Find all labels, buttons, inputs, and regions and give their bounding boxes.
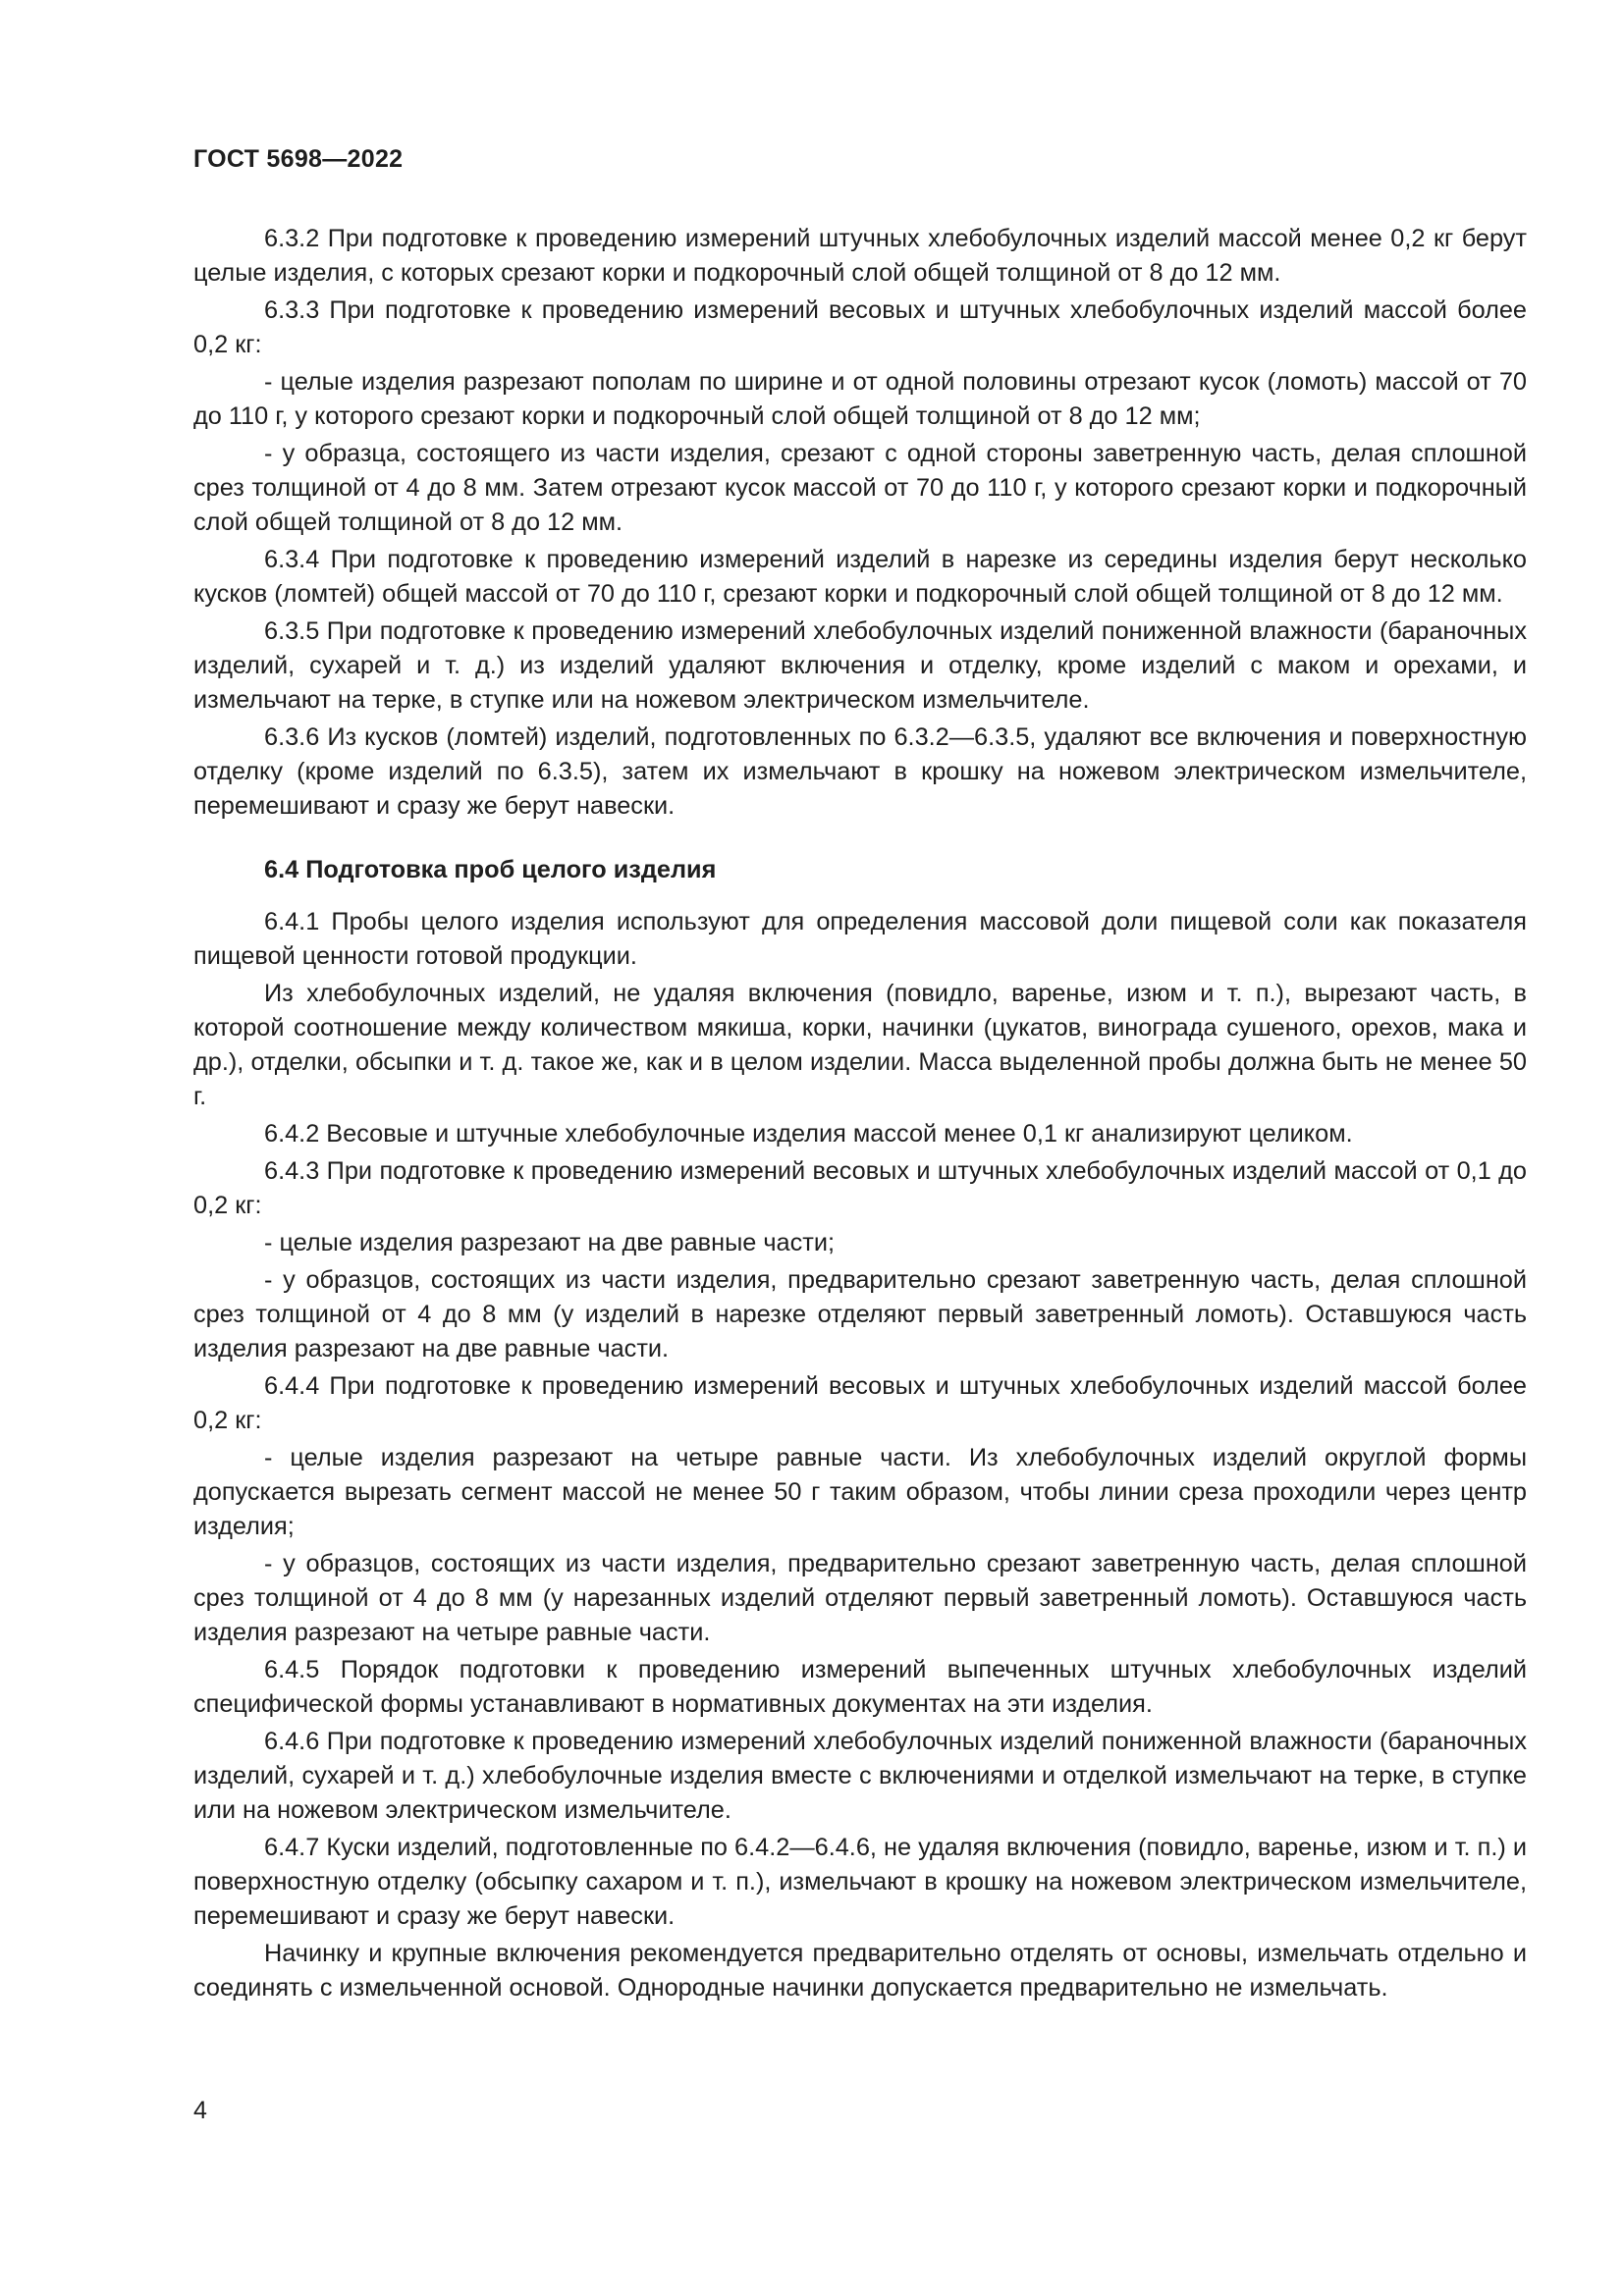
section-title-6-4: 6.4 Подготовка проб целого изделия — [264, 856, 717, 883]
list-item-6-3-3-part: - у образца, состоящего из части изделия, срезают с одной стороны заветренную часть, делая сплошной срез толщиной от 4 до 8 мм. Затем отрезают кусок массой от 70 до 110 г, у которого срезают корки и подкорочный слой общей толщиной от 8 до 12 мм. — [193, 440, 1527, 536]
list-item-6-4-3-whole: - целые изделия разрезают на две равные части; — [264, 1229, 835, 1256]
paragraph-6-4-1: 6.4.1 Пробы целого изделия используют для определения массовой доли пищевой соли как показателя пищевой ценности готовой продукции. — [193, 908, 1527, 970]
paragraph-6-4-1-cont: Из хлебобулочных изделий, не удаляя включения (повидло, варенье, изюм и т. п.), вырезают часть, в которой соотношение между количеством мякиша, корки, начинки (цукатов, винограда сушеного, орехов, мака и др.), отделки, обсыпки и т. д. такое же, как и в целом изделии. Масса выделенной пробы должна быть не менее 50 г. — [193, 980, 1527, 1110]
document-body — [193, 222, 1527, 2008]
paragraph-6-3-6: 6.3.6 Из кусков (ломтей) изделий, подготовленных по 6.3.2—6.3.5, удаляют все включения и поверхностную отделку (кроме изделий по 6.3.5), затем их измельчают в крошку на ножевом электрическом измельчителе, перемешивают и сразу же берут навески. — [193, 723, 1527, 820]
paragraph-6-4-3: 6.4.3 При подготовке к проведению измерений весовых и штучных хлебобулочных изделий массой от 0,1 до 0,2 кг: — [193, 1157, 1527, 1219]
paragraph-6-4-4: 6.4.4 При подготовке к проведению измерений весовых и штучных хлебобулочных изделий массой более 0,2 кг: — [193, 1372, 1527, 1434]
paragraph-6-4-2: 6.4.2 Весовые и штучные хлебобулочные изделия массой менее 0,1 кг анализируют целиком. — [264, 1120, 1353, 1148]
paragraph-6-4-7-cont: Начинку и крупные включения рекомендуется предварительно отделять от основы, измельчать отдельно и соединять с измельченной основой. Однородные начинки допускается предварительно не измельчать. — [193, 1940, 1527, 2002]
list-item-6-3-3-whole: - целые изделия разрезают пополам по ширине и от одной половины отрезают кусок (ломоть) массой от 70 до 110 г, у которого срезают корки и подкорочный слой общей толщиной от 8 до 12 мм; — [193, 368, 1527, 430]
paragraph-6-4-7: 6.4.7 Куски изделий, подготовленные по 6.4.2—6.4.6, не удаляя включения (повидло, варенье, изюм и т. п.) и поверхностную отделку (обсыпку сахаром и т. п.), измельчают в крошку на ножевом электрическом измельчителе, перемешивают и сразу же берут навески. — [193, 1834, 1527, 1930]
paragraph-6-3-3: 6.3.3 При подготовке к проведению измерений весовых и штучных хлебобулочных изделий массой более 0,2 кг: — [193, 296, 1527, 358]
paragraph-6-4-6: 6.4.6 При подготовке к проведению измерений хлебобулочных изделий пониженной влажности (бараночных изделий, сухарей и т. д.) хлебобулочные изделия вместе с включениями и отделкой измельчают на терке, в ступке или на ножевом электрическом измельчителе. — [193, 1728, 1527, 1824]
paragraph-6-3-2: 6.3.2 При подготовке к проведению измерений штучных хлебобулочных изделий массой менее 0,2 кг берут целые изделия, с которых срезают корки и подкорочный слой общей толщиной от 8 до 12 мм. — [193, 225, 1527, 287]
list-item-6-4-4-part: - у образцов, состоящих из части изделия, предварительно срезают заветренную часть, делая сплошной срез толщиной от 4 до 8 мм (у нарезанных изделий отделяют первый заветренный ломоть). Оставшуюся часть изделия разрезают на четыре равные части. — [193, 1550, 1527, 1646]
list-item-6-4-4-whole: - целые изделия разрезают на четыре равные части. Из хлебобулочных изделий округлой формы допускается вырезать сегмент массой не менее 50 г таким образом, чтобы линии среза проходили через центр изделия; — [193, 1444, 1527, 1540]
paragraph-6-4-5: 6.4.5 Порядок подготовки к проведению измерений выпеченных штучных хлебобулочных изделий специфической формы устанавливают в нормативных документах на эти изделия. — [193, 1656, 1527, 1718]
page-number: 4 — [193, 2097, 207, 2124]
document-header-id: ГОСТ 5698—2022 — [193, 145, 404, 173]
paragraph-6-3-4: 6.3.4 При подготовке к проведению измерений изделий в нарезке из середины изделия берут несколько кусков (ломтей) общей массой от 70 до 110 г, срезают корки и подкорочный слой общей толщиной от 8 до 12 мм. — [193, 546, 1527, 608]
list-item-6-4-3-part: - у образцов, состоящих из части изделия, предварительно срезают заветренную часть, делая сплошной срез толщиной от 4 до 8 мм (у изделий в нарезке отделяют первый заветренный ломоть). Оставшуюся часть изделия разрезают на две равные части. — [193, 1266, 1527, 1362]
paragraph-6-3-5: 6.3.5 При подготовке к проведению измерений хлебобулочных изделий пониженной влажности (бараночных изделий, сухарей и т. д.) из изделий удаляют включения и отделку, кроме изделий с маком и орехами, и измельчают на терке, в ступке или на ножевом электрическом измельчителе. — [193, 617, 1527, 714]
